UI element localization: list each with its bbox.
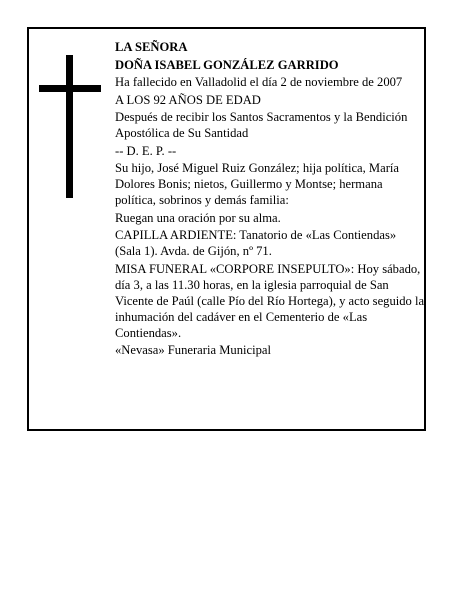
funeral-mass-details: MISA FUNERAL «CORPORE INSEPULTO»: Hoy sábado, día 3, a las 11.30 horas, en la iglesia parroquial de San Vicente de Paúl (calle Pío del Río Hortega), y acto seguido la inhumación del cadáver en el Cementerio de «Las Contiendas». xyxy=(115,261,425,340)
cross-vertical-bar xyxy=(66,55,73,198)
rest-in-peace: -- D. E. P. -- xyxy=(115,143,177,158)
latin-cross-icon xyxy=(39,55,101,198)
funeral-home: «Nevasa» Funeraria Municipal xyxy=(115,343,271,357)
chapel-details: CAPILLA ARDIENTE: Tanatorio de «Las Contiendas» (Sala 1). Avda. de Gijón, nº 71. xyxy=(115,228,397,258)
family-list: Su hijo, José Miguel Ruiz González; hija política, María Dolores Bonis; nietos, Guillermo y Montse; hermana política, sobrinos y demás familia: xyxy=(115,161,399,207)
prayer-request: Ruegan una oración por su alma. xyxy=(115,210,281,225)
notice-title: LA SEÑORA xyxy=(115,40,188,54)
death-announcement: Ha fallecido en Valladolid el día 2 de noviembre de 2007 xyxy=(115,75,403,89)
age-at-death: A LOS 92 AÑOS DE EDAD xyxy=(115,92,261,107)
sacraments-statement: Después de recibir los Santos Sacramentos y la Bendición Apostólica de Su Santidad xyxy=(115,110,408,140)
notice-text xyxy=(115,39,425,360)
obituary-notice xyxy=(27,27,426,431)
cross-horizontal-bar xyxy=(39,85,101,92)
deceased-name: DOÑA ISABEL GONZÁLEZ GARRIDO xyxy=(115,57,339,72)
